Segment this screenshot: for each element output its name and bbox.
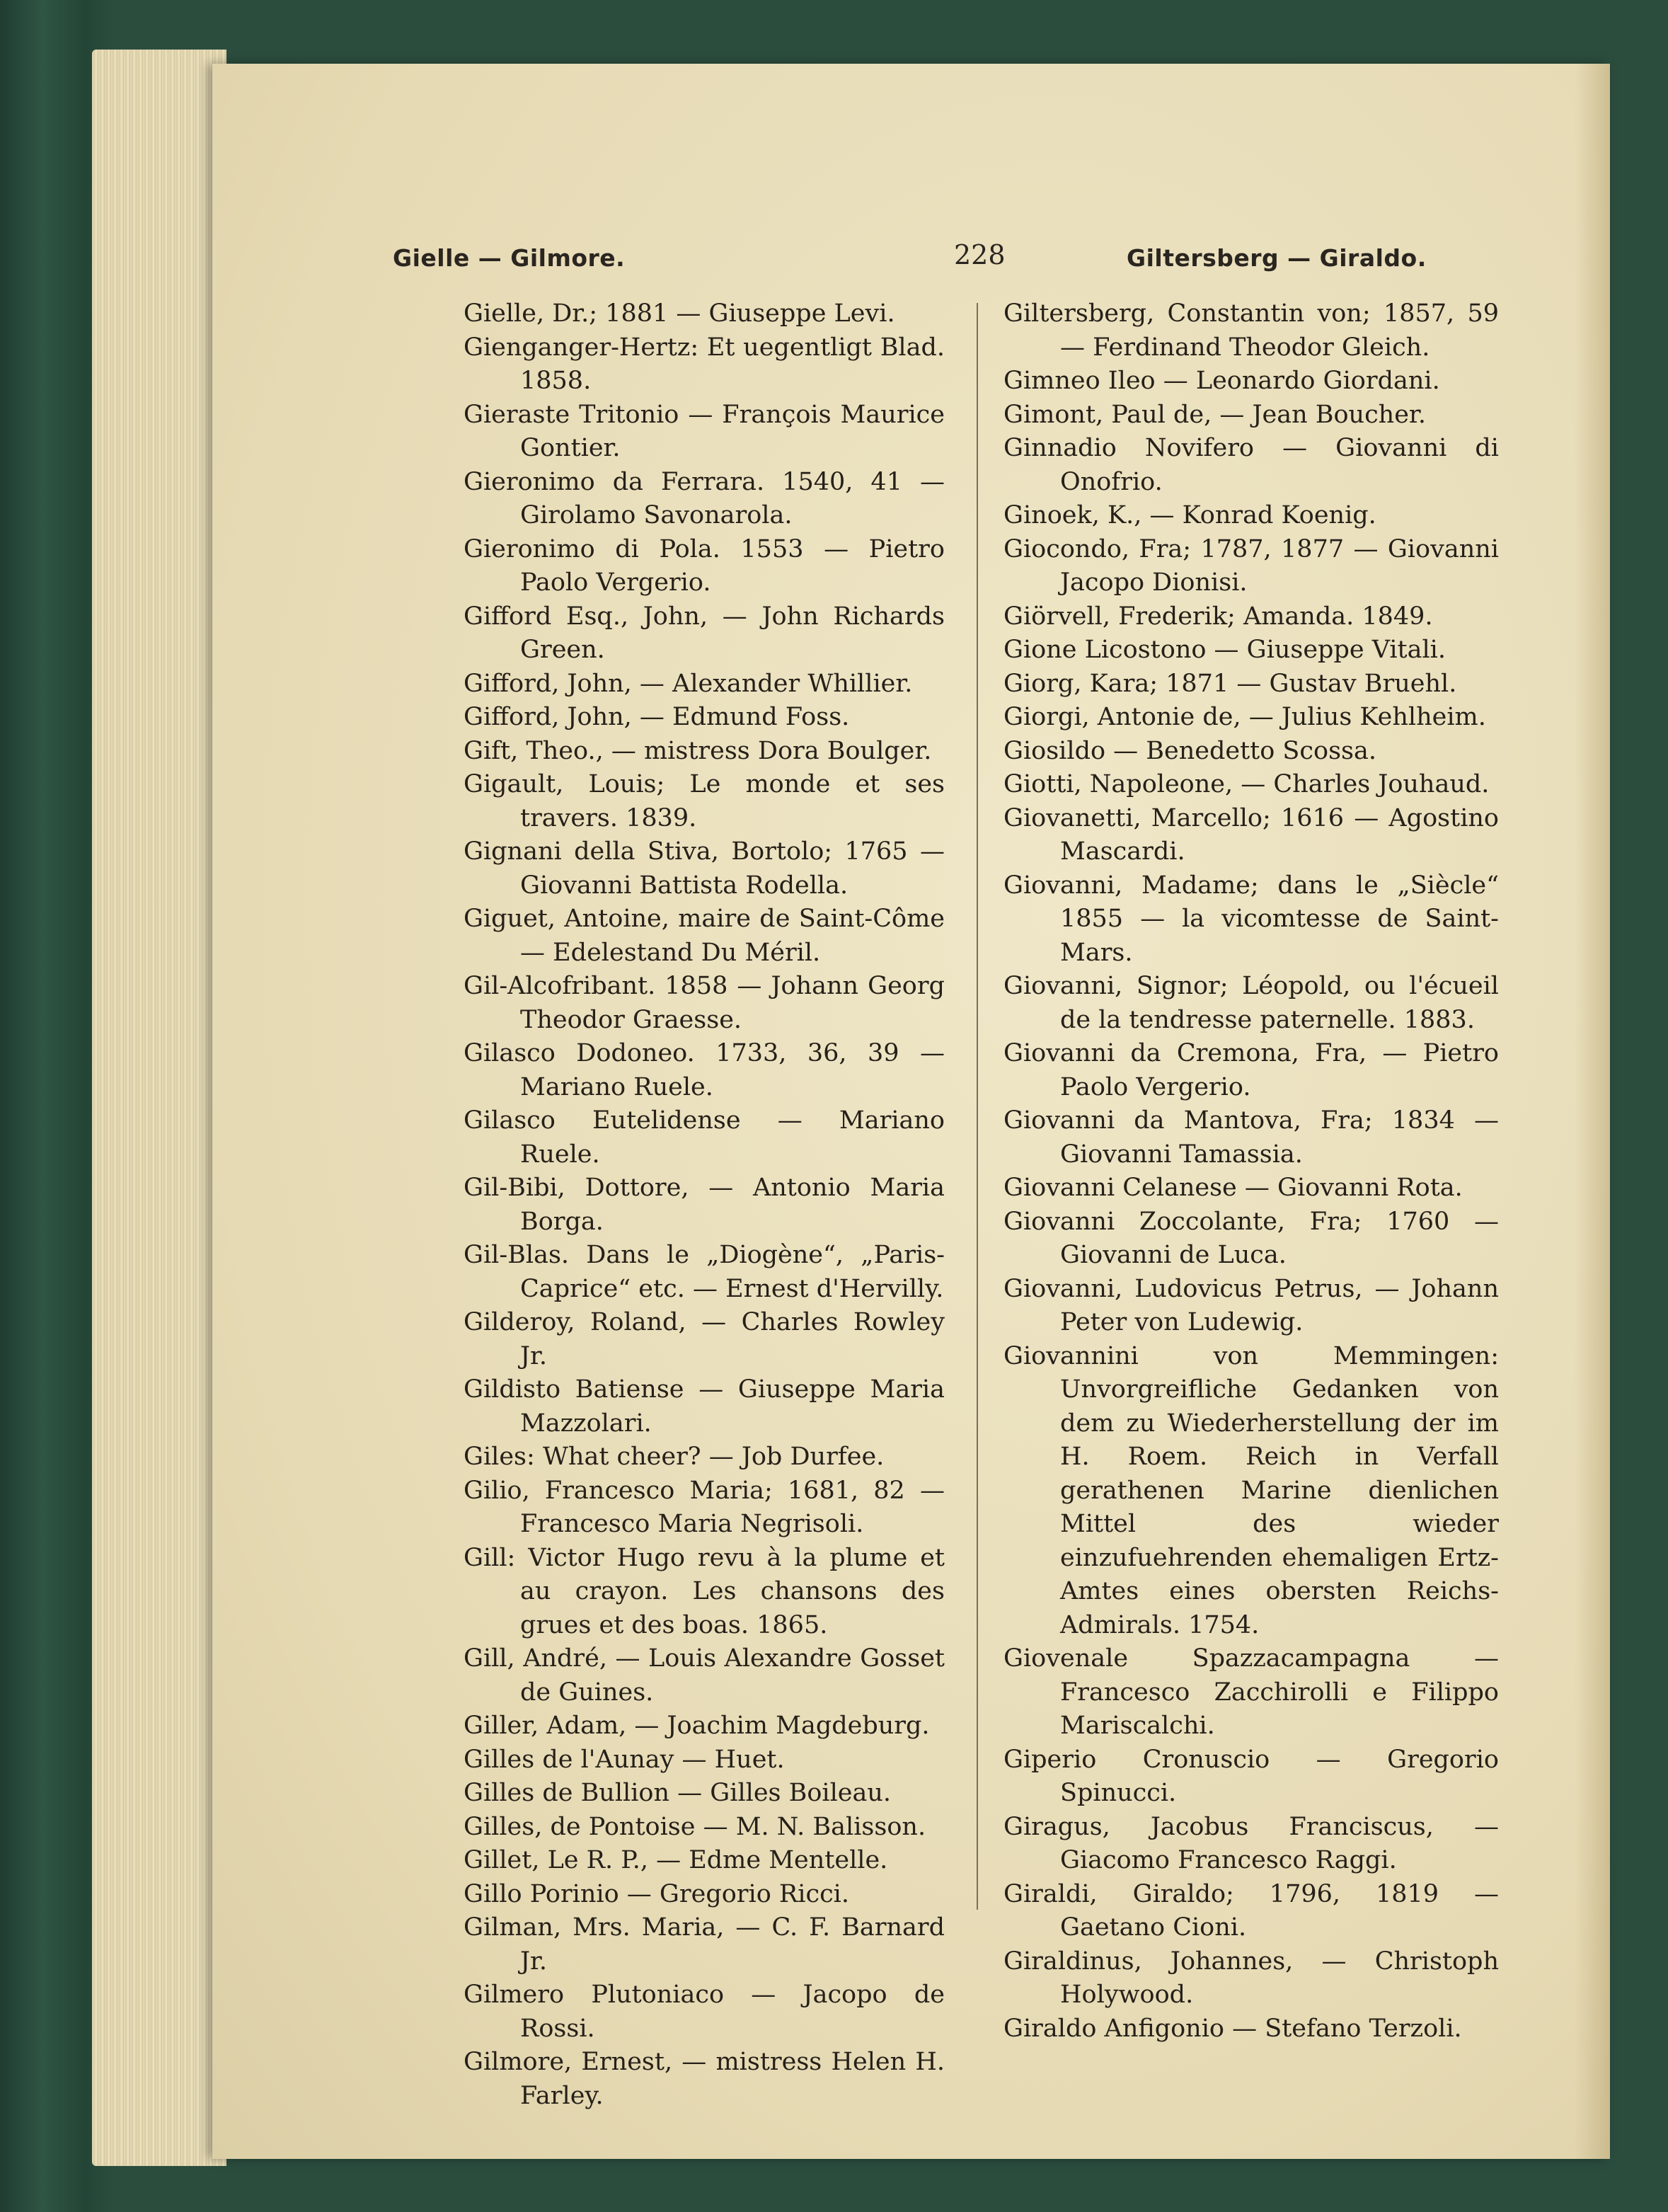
- entry: Giles: What cheer? — Job Durfee.: [464, 1443, 885, 1471]
- entry: Gimont, Paul de, — Jean Boucher.: [1003, 400, 1426, 429]
- right-column: [1003, 297, 1499, 2046]
- entry: Giovanni, Signor; Léopold, ou l'écueil de la tendresse paternelle. 1883.: [1003, 972, 1499, 1034]
- entry: Giraldi, Giraldo; 1796, 1819 — Gaetano Cioni.: [1003, 1879, 1499, 1942]
- entry: Gifford, John, — Alexander Whillier.: [464, 669, 913, 698]
- entry: Gil-Blas. Dans le „Diogène“, „Paris-Caprice“ etc. — Ernest d'Hervilly.: [464, 1241, 945, 1303]
- entry: Ginoek, K., — Konrad Koenig.: [1003, 501, 1376, 529]
- entry: Giperio Cronuscio — Gregorio Spinucci.: [1003, 1745, 1499, 1807]
- entry: Gienganger-Hertz: Et uegentligt Blad. 1858.: [464, 333, 945, 395]
- entry: Gill, André, — Louis Alexandre Gosset de Guines.: [464, 1644, 945, 1707]
- entry: Gillo Porinio — Gregorio Ricci.: [464, 1879, 849, 1908]
- entry: Giosildo — Benedetto Scossa.: [1003, 736, 1376, 765]
- entry: Giocondo, Fra; 1787, 1877 — Giovanni Jacopo Dionisi.: [1003, 534, 1499, 597]
- entry: Gil-Bibi, Dottore, — Antonio Maria Borga.: [464, 1174, 945, 1236]
- entry: Giller, Adam, — Joachim Magdeburg.: [464, 1712, 930, 1740]
- entry: Gilio, Francesco Maria; 1681, 82 — Francesco Maria Negrisoli.: [464, 1476, 945, 1538]
- entry: Giorgi, Antonie de, — Julius Kehlheim.: [1003, 703, 1486, 731]
- page-edges: [92, 50, 226, 2166]
- entry: Giovannini von Memmingen: Unvorgreifliche Gedanken von dem zu Wiederherstellung der im H. Roem. Reich in Verfall gerathenen Marine dienlichen Mittel des wieder einzufuehrenden ehemaligen Ertz-Amtes eines obersten Reichs-Admirals. 1754.: [1003, 1341, 1499, 1639]
- entry: Gilman, Mrs. Maria, — C. F. Barnard Jr.: [464, 1913, 945, 1976]
- entry: Giguet, Antoine, maire de Saint-Côme — Edelestand Du Méril.: [464, 905, 945, 967]
- entry: Gift, Theo., — mistress Dora Boulger.: [464, 736, 932, 765]
- running-header-right: Giltersberg — Giraldo.: [1127, 244, 1427, 272]
- entry: Giovanni, Madame; dans le „Siècle“ 1855 — la vicomtesse de Saint-Mars.: [1003, 871, 1499, 967]
- entry: Gieronimo di Pola. 1553 — Pietro Paolo Vergerio.: [464, 534, 945, 597]
- entry: Gielle, Dr.; 1881 — Giuseppe Levi.: [464, 299, 895, 328]
- entry: Giovanni da Mantova, Fra; 1834 — Giovanni Tamassia.: [1003, 1106, 1499, 1169]
- entry: Gigault, Louis; Le monde et ses travers. 1839.: [464, 770, 945, 832]
- entry: Ginnadio Novifero — Giovanni di Onofrio.: [1003, 434, 1499, 496]
- entry: Giovenale Spazzacampagna — Francesco Zacchirolli e Filippo Mariscalchi.: [1003, 1644, 1499, 1740]
- entry: Giovanetti, Marcello; 1616 — Agostino Mascardi.: [1003, 803, 1499, 866]
- entry: Gilderoy, Roland, — Charles Rowley Jr.: [464, 1308, 945, 1370]
- entry: Giovanni Zoccolante, Fra; 1760 — Giovanni de Luca.: [1003, 1207, 1499, 1269]
- left-column: [464, 297, 945, 2113]
- entry: Giraldinus, Johannes, — Christoph Holywood.: [1003, 1947, 1499, 2009]
- entry: Giovanni da Cremona, Fra, — Pietro Paolo Vergerio.: [1003, 1039, 1499, 1101]
- entry: Gilmore, Ernest, — mistress Helen H. Farley.: [464, 2048, 945, 2110]
- column-divider: [977, 303, 978, 1910]
- entry: Gillet, Le R. P., — Edme Mentelle.: [464, 1846, 888, 1874]
- entry: Gildisto Batiense — Giuseppe Maria Mazzolari.: [464, 1375, 945, 1438]
- entry: Gieronimo da Ferrara. 1540, 41 — Girolamo Savonarola.: [464, 467, 945, 529]
- entry: Giörvell, Frederik; Amanda. 1849.: [1003, 602, 1433, 631]
- entry: Gilmero Plutoniaco — Jacopo de Rossi.: [464, 1981, 945, 2043]
- entry: Gill: Victor Hugo revu à la plume et au crayon. Les chansons des grues et des boas. 1865.: [464, 1543, 945, 1639]
- entry: Gifford, John, — Edmund Foss.: [464, 703, 850, 731]
- entry: Gilles de Bullion — Gilles Boileau.: [464, 1779, 892, 1807]
- entry: Giovanni, Ludovicus Petrus, — Johann Peter von Ludewig.: [1003, 1274, 1499, 1336]
- entry: Giorg, Kara; 1871 — Gustav Bruehl.: [1003, 669, 1457, 698]
- running-header-left: Gielle — Gilmore.: [393, 244, 626, 272]
- entry: Giovanni Celanese — Giovanni Rota.: [1003, 1174, 1463, 1202]
- entry: Giraldo Anfigonio — Stefano Terzoli.: [1003, 2014, 1462, 2043]
- entry: Gil-Alcofribant. 1858 — Johann Georg Theodor Graesse.: [464, 972, 945, 1034]
- entry: Giltersberg, Constantin von; 1857, 59 — Ferdinand Theodor Gleich.: [1003, 299, 1499, 362]
- entry: Giragus, Jacobus Franciscus, — Giacomo Francesco Raggi.: [1003, 1812, 1499, 1874]
- entry: Gilasco Dodoneo. 1733, 36, 39 — Mariano Ruele.: [464, 1039, 945, 1101]
- entry: Gignani della Stiva, Bortolo; 1765 — Giovanni Battista Rodella.: [464, 837, 945, 900]
- entry: Giotti, Napoleone, — Charles Jouhaud.: [1003, 770, 1490, 798]
- entry: Gieraste Tritonio — François Maurice Gontier.: [464, 400, 945, 462]
- page-number: 228: [954, 239, 1006, 270]
- entry: Gilles, de Pontoise — M. N. Balisson.: [464, 1812, 926, 1841]
- entry: Gilasco Eutelidense — Mariano Ruele.: [464, 1106, 945, 1169]
- page-edge-shadow: [1575, 64, 1610, 2159]
- entry: Gimneo Ileo — Leonardo Giordani.: [1003, 367, 1440, 395]
- entry: Gione Licostono — Giuseppe Vitali.: [1003, 636, 1446, 664]
- entry: Gilles de l'Aunay — Huet.: [464, 1745, 785, 1774]
- entry: Gifford Esq., John, — John Richards Green.: [464, 602, 945, 664]
